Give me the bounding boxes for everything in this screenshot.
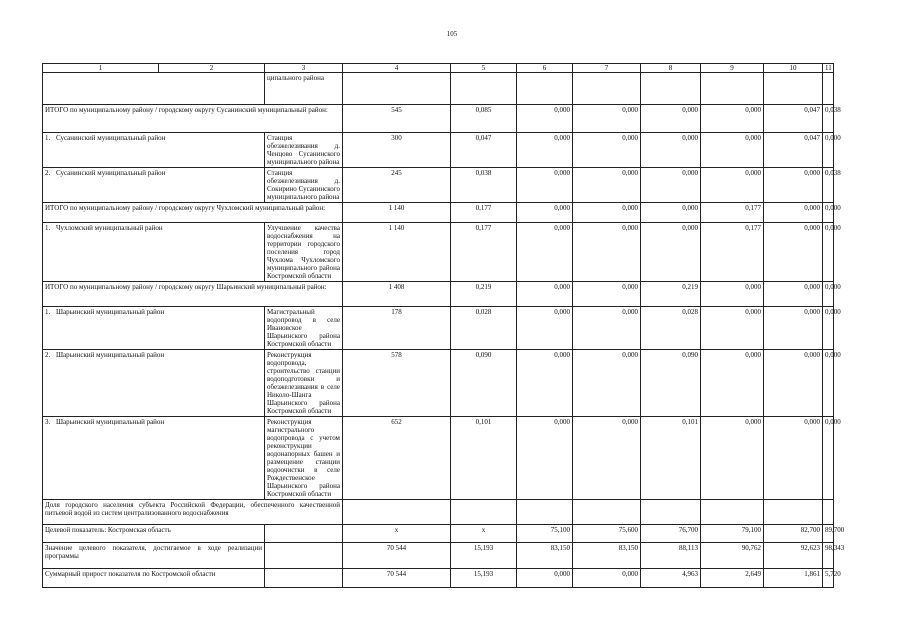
value-cell: 0,000 — [764, 223, 823, 282]
project-name-cell: Магистральный водопровод в селе Ивановское Шарьинского района Костромской области — [265, 307, 343, 350]
total-label-cell: ИТОГО по муниципальному району / городскому округу Чухломский муниципальный район: — [43, 203, 343, 223]
value-cell: 0,000 — [823, 203, 834, 223]
value-cell: 88,113 — [641, 543, 701, 569]
value-cell: 0,000 — [823, 307, 834, 350]
column-header: 11 — [823, 64, 834, 73]
value-cell: 0,177 — [451, 223, 517, 282]
value-cell: 1 140 — [343, 203, 451, 223]
value-cell: 75,600 — [573, 525, 641, 543]
total-label-cell: ИТОГО по муниципальному району / городскому округу Сусанинский муниципальный район: — [43, 105, 343, 133]
value-cell: х — [343, 525, 451, 543]
value-cell: 0,038 — [451, 168, 517, 203]
column-header: 4 — [343, 64, 451, 73]
indicator-label-cell: Значение целевого показателя, достигаемое в ходе реализации программы — [43, 543, 265, 569]
value-cell: 0,000 — [823, 223, 834, 282]
row-number: 2. — [45, 351, 51, 359]
municipality-name: Шарьинский муниципальный район — [56, 418, 165, 426]
column-header: 3 — [265, 64, 343, 73]
value-cell: 0,000 — [517, 133, 573, 168]
table-cell — [641, 500, 701, 525]
value-cell — [517, 73, 573, 105]
municipality-cell — [43, 223, 265, 282]
table-row — [43, 417, 834, 500]
data-table — [42, 63, 845, 588]
value-cell: 0,000 — [701, 282, 764, 307]
table-cell — [265, 569, 343, 588]
value-cell: 2,649 — [701, 569, 764, 588]
value-cell: 0,000 — [517, 168, 573, 203]
value-cell: 0,000 — [573, 203, 641, 223]
value-cell: 0,047 — [764, 105, 823, 133]
table-row — [43, 307, 834, 350]
value-cell: 0,219 — [451, 282, 517, 307]
value-cell: 0,177 — [451, 203, 517, 223]
value-cell: 4,963 — [641, 569, 701, 588]
column-header: 6 — [517, 64, 573, 73]
table-cell — [517, 500, 573, 525]
value-cell: 92,623 — [764, 543, 823, 569]
municipality-cell — [43, 168, 265, 203]
value-cell: 0,028 — [641, 307, 701, 350]
value-cell: 0,000 — [764, 203, 823, 223]
row-number: 3. — [45, 418, 51, 426]
table-row — [43, 500, 834, 525]
value-cell: 0,028 — [451, 307, 517, 350]
table-cell — [573, 500, 641, 525]
value-cell: 0,000 — [573, 569, 641, 588]
municipality-cell — [43, 417, 265, 500]
municipality-name: Чухломский муниципальный район — [56, 224, 163, 232]
value-cell: 0,177 — [701, 223, 764, 282]
value-cell: 0,000 — [764, 307, 823, 350]
municipality-cell — [43, 350, 265, 417]
total-label-cell: ИТОГО по муниципальному району / городскому округу Шарьинский муниципальный район: — [43, 282, 343, 307]
table-cell — [764, 500, 823, 525]
project-name-cell: ципального района — [265, 73, 343, 105]
value-cell: 0,000 — [517, 417, 573, 500]
row-number: 1. — [45, 224, 51, 232]
value-cell — [573, 73, 641, 105]
value-cell: 0,000 — [573, 350, 641, 417]
value-cell: 90,762 — [701, 543, 764, 569]
value-cell: 0,000 — [573, 282, 641, 307]
project-name-cell: Станция обезжелезивания д. Сокирино Сусанинского муниципального района — [265, 168, 343, 203]
project-name-cell: Реконструкция магистрального водопровода с учетом реконструкции водонапорных башен и размещение станции водоочистки в селе Рождественское Шарьинского района Костромской области — [265, 417, 343, 500]
value-cell: 0,000 — [823, 417, 834, 500]
value-cell: 70 544 — [343, 543, 451, 569]
municipality-name: Сусанинский муниципальный район — [56, 169, 166, 177]
value-cell: 82,700 — [764, 525, 823, 543]
value-cell: 0,000 — [641, 133, 701, 168]
column-header: 10 — [764, 64, 823, 73]
value-cell: 0,219 — [641, 282, 701, 307]
value-cell: 0,000 — [823, 133, 834, 168]
table-cell — [823, 500, 834, 525]
value-cell: 0,047 — [451, 133, 517, 168]
value-cell: 0,000 — [701, 168, 764, 203]
value-cell: 15,193 — [451, 543, 517, 569]
table-cell — [343, 500, 451, 525]
value-cell: 0,000 — [517, 569, 573, 588]
value-cell: х — [451, 525, 517, 543]
value-cell: 178 — [343, 307, 451, 350]
table-cell — [451, 500, 517, 525]
table-cell — [43, 73, 265, 105]
value-cell: 0,177 — [701, 203, 764, 223]
value-cell: 0,101 — [451, 417, 517, 500]
value-cell: 0,090 — [451, 350, 517, 417]
column-header: 7 — [573, 64, 641, 73]
value-cell: 79,100 — [701, 525, 764, 543]
value-cell: 89,700 — [823, 525, 834, 543]
value-cell: 0,000 — [517, 223, 573, 282]
row-number: 2. — [45, 169, 51, 177]
value-cell: 0,000 — [764, 282, 823, 307]
table-row — [43, 105, 834, 133]
table-row — [43, 282, 834, 307]
value-cell: 70 544 — [343, 569, 451, 588]
value-cell: 0,085 — [451, 105, 517, 133]
value-cell: 0,000 — [701, 133, 764, 168]
municipality-name: Шарьинский муниципальный район — [56, 351, 165, 359]
value-cell: 0,000 — [701, 417, 764, 500]
table-cell — [701, 500, 764, 525]
value-cell: 0,000 — [517, 307, 573, 350]
value-cell: 0,000 — [641, 203, 701, 223]
row-number: 1. — [45, 134, 51, 142]
table-row — [43, 525, 834, 543]
value-cell: 0,000 — [641, 223, 701, 282]
value-cell: 0,000 — [517, 350, 573, 417]
municipality-name: Шарьинский муниципальный район — [56, 308, 165, 316]
value-cell: 0,038 — [823, 105, 834, 133]
value-cell — [823, 73, 834, 105]
value-cell: 83,150 — [517, 543, 573, 569]
value-cell: 0,000 — [701, 105, 764, 133]
value-cell: 0,000 — [764, 417, 823, 500]
value-cell — [343, 73, 451, 105]
table-row — [43, 133, 834, 168]
value-cell: 0,000 — [701, 350, 764, 417]
value-cell: 0,000 — [823, 350, 834, 417]
table-row — [43, 543, 834, 569]
value-cell: 1,861 — [764, 569, 823, 588]
project-name-cell: Станция обезжелезивания д. Ченцово Сусанинского муниципального района — [265, 133, 343, 168]
column-header: 2 — [159, 64, 265, 73]
row-number: 1. — [45, 308, 51, 316]
value-cell: 0,000 — [517, 105, 573, 133]
value-cell: 578 — [343, 350, 451, 417]
value-cell: 0,000 — [573, 168, 641, 203]
table-row — [43, 73, 834, 105]
table-cell — [265, 543, 343, 569]
value-cell: 0,000 — [517, 203, 573, 223]
value-cell — [451, 73, 517, 105]
municipality-cell — [43, 307, 265, 350]
value-cell: 0,000 — [573, 105, 641, 133]
value-cell: 0,000 — [517, 282, 573, 307]
value-cell: 300 — [343, 133, 451, 168]
value-cell: 0,000 — [573, 417, 641, 500]
table-row — [43, 203, 834, 223]
table-row — [43, 569, 834, 588]
value-cell: 0,000 — [573, 307, 641, 350]
total-label-cell: Доля городского населения субъекта Российской Федерации, обеспеченного качественной питьевой водой из систем централизованного водоснабжения — [43, 500, 343, 525]
table-cell — [265, 525, 343, 543]
value-cell: 75,100 — [517, 525, 573, 543]
column-header: 5 — [451, 64, 517, 73]
value-cell: 0,000 — [764, 350, 823, 417]
value-cell: 76,700 — [641, 525, 701, 543]
project-name-cell: Реконструкция водопровода, строительство станции водоподготовки и обезжелезивания в селе Николо-Шанга Шарьинского района Костромской области — [265, 350, 343, 417]
value-cell: 652 — [343, 417, 451, 500]
value-cell: 0,090 — [641, 350, 701, 417]
value-cell — [764, 73, 823, 105]
column-header: 9 — [701, 64, 764, 73]
indicator-label-cell: Целевой показатель: Костромская область — [43, 525, 265, 543]
value-cell: 0,101 — [641, 417, 701, 500]
value-cell: 0,038 — [823, 168, 834, 203]
value-cell: 0,000 — [573, 133, 641, 168]
value-cell — [701, 73, 764, 105]
column-header: 8 — [641, 64, 701, 73]
value-cell: 0,000 — [641, 168, 701, 203]
value-cell: 0,000 — [701, 307, 764, 350]
value-cell: 1 408 — [343, 282, 451, 307]
value-cell: 545 — [343, 105, 451, 133]
table-row — [43, 168, 834, 203]
table-row — [43, 350, 834, 417]
value-cell: 0,000 — [823, 282, 834, 307]
table-row — [43, 223, 834, 282]
value-cell: 5,720 — [823, 569, 834, 588]
value-cell: 0,000 — [641, 105, 701, 133]
value-cell: 1 140 — [343, 223, 451, 282]
value-cell — [641, 73, 701, 105]
municipality-cell — [43, 133, 265, 168]
value-cell: 83,150 — [573, 543, 641, 569]
value-cell: 245 — [343, 168, 451, 203]
header-row — [43, 64, 834, 73]
indicator-label-cell: Суммарный прирост показателя по Костромской области — [43, 569, 265, 588]
project-name-cell: Улучшение качества водоснабжения на территории городского поселения город Чухлома Чухломского муниципального района Костромской области — [265, 223, 343, 282]
value-cell: 15,193 — [451, 569, 517, 588]
value-cell: 0,047 — [764, 133, 823, 168]
value-cell: 0,000 — [764, 168, 823, 203]
municipality-name: Сусанинский муниципальный район — [56, 134, 166, 142]
value-cell: 0,000 — [573, 223, 641, 282]
column-header: 1 — [43, 64, 159, 73]
page-number: 105 — [446, 30, 458, 38]
value-cell: 98,343 — [823, 543, 834, 569]
